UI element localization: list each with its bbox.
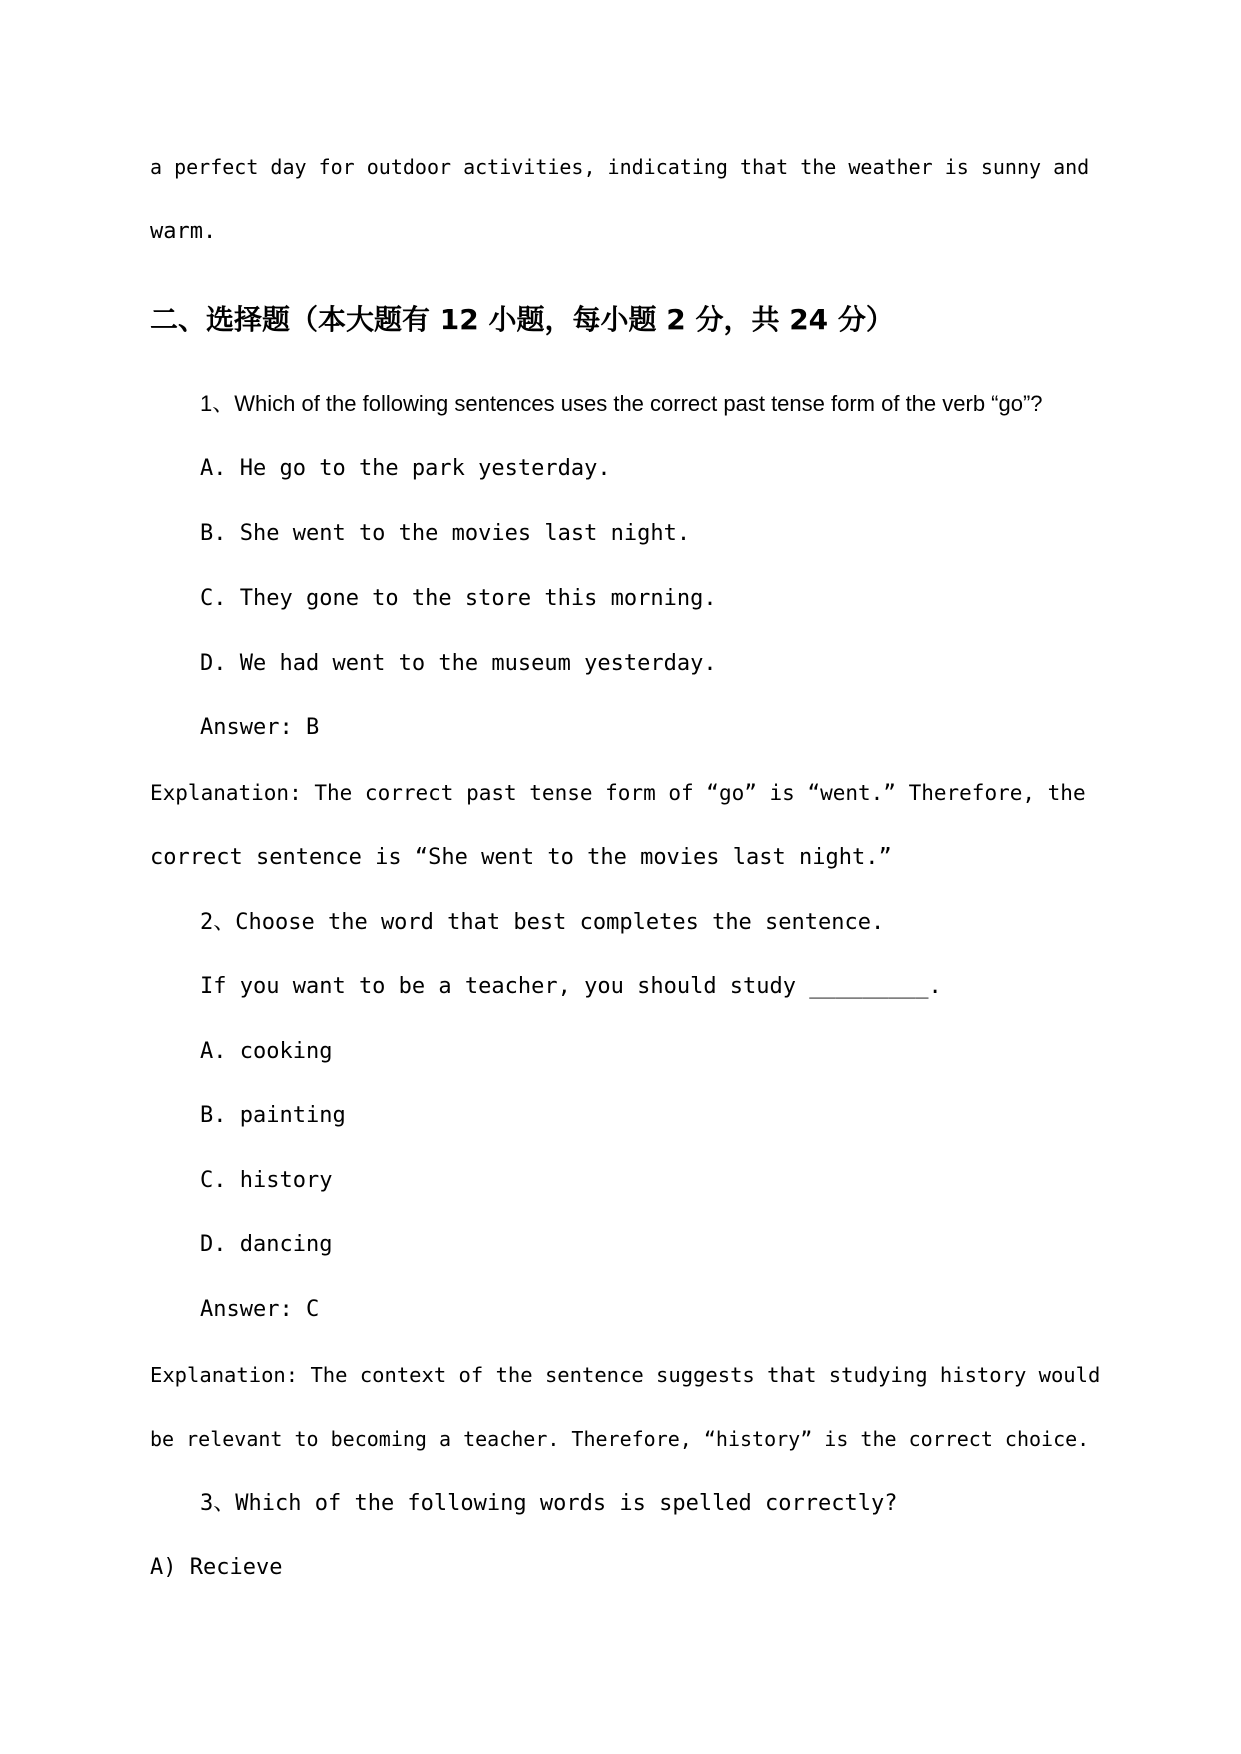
q2-explanation-line-2: be relevant to becoming a teacher. Therefore, “history” is the correct choice. [150,1427,1090,1451]
q1-option-c: C. They gone to the store this morning. [200,586,717,611]
q2-explanation-line-1: Explanation: The context of the sentence suggests that studying history would [150,1363,1101,1387]
q2-option-a: A. cooking [200,1039,333,1064]
q1-option-d: D. We had went to the museum yesterday. [200,651,717,676]
q3-option-a: A) Recieve [150,1555,283,1580]
q1-explanation-line-2: correct sentence is “She went to the movies last night.” [150,845,892,870]
intro-line-1: a perfect day for outdoor activities, indicating that the weather is sunny and [150,155,1090,179]
q2-option-b: B. painting [200,1103,346,1128]
q2-option-d: D. dancing [200,1232,333,1257]
q1-answer: Answer: B [200,715,320,740]
q2-stem: 2、Choose the word that best completes the sentence. [200,910,885,935]
q2-answer: Answer: C [200,1297,320,1322]
q3-stem: 3、Which of the following words is spelled correctly? [200,1491,898,1516]
q1-option-a: A. He go to the park yesterday. [200,456,611,481]
q1-option-b: B. She went to the movies last night. [200,521,691,546]
q2-sentence: If you want to be a teacher, you should study _________. [200,974,942,999]
q1-stem: 1、Which of the following sentences uses the correct past tense form of the verb “go”? [200,391,1043,416]
q1-explanation-line-1: Explanation: The correct past tense form of “go” is “went.” Therefore, the [150,781,1086,805]
section-heading: 二、选择题（本大题有 12 小题，每小题 2 分，共 24 分） [150,303,894,336]
intro-line-2: warm. [150,219,217,244]
q2-option-c: C. history [200,1168,333,1193]
